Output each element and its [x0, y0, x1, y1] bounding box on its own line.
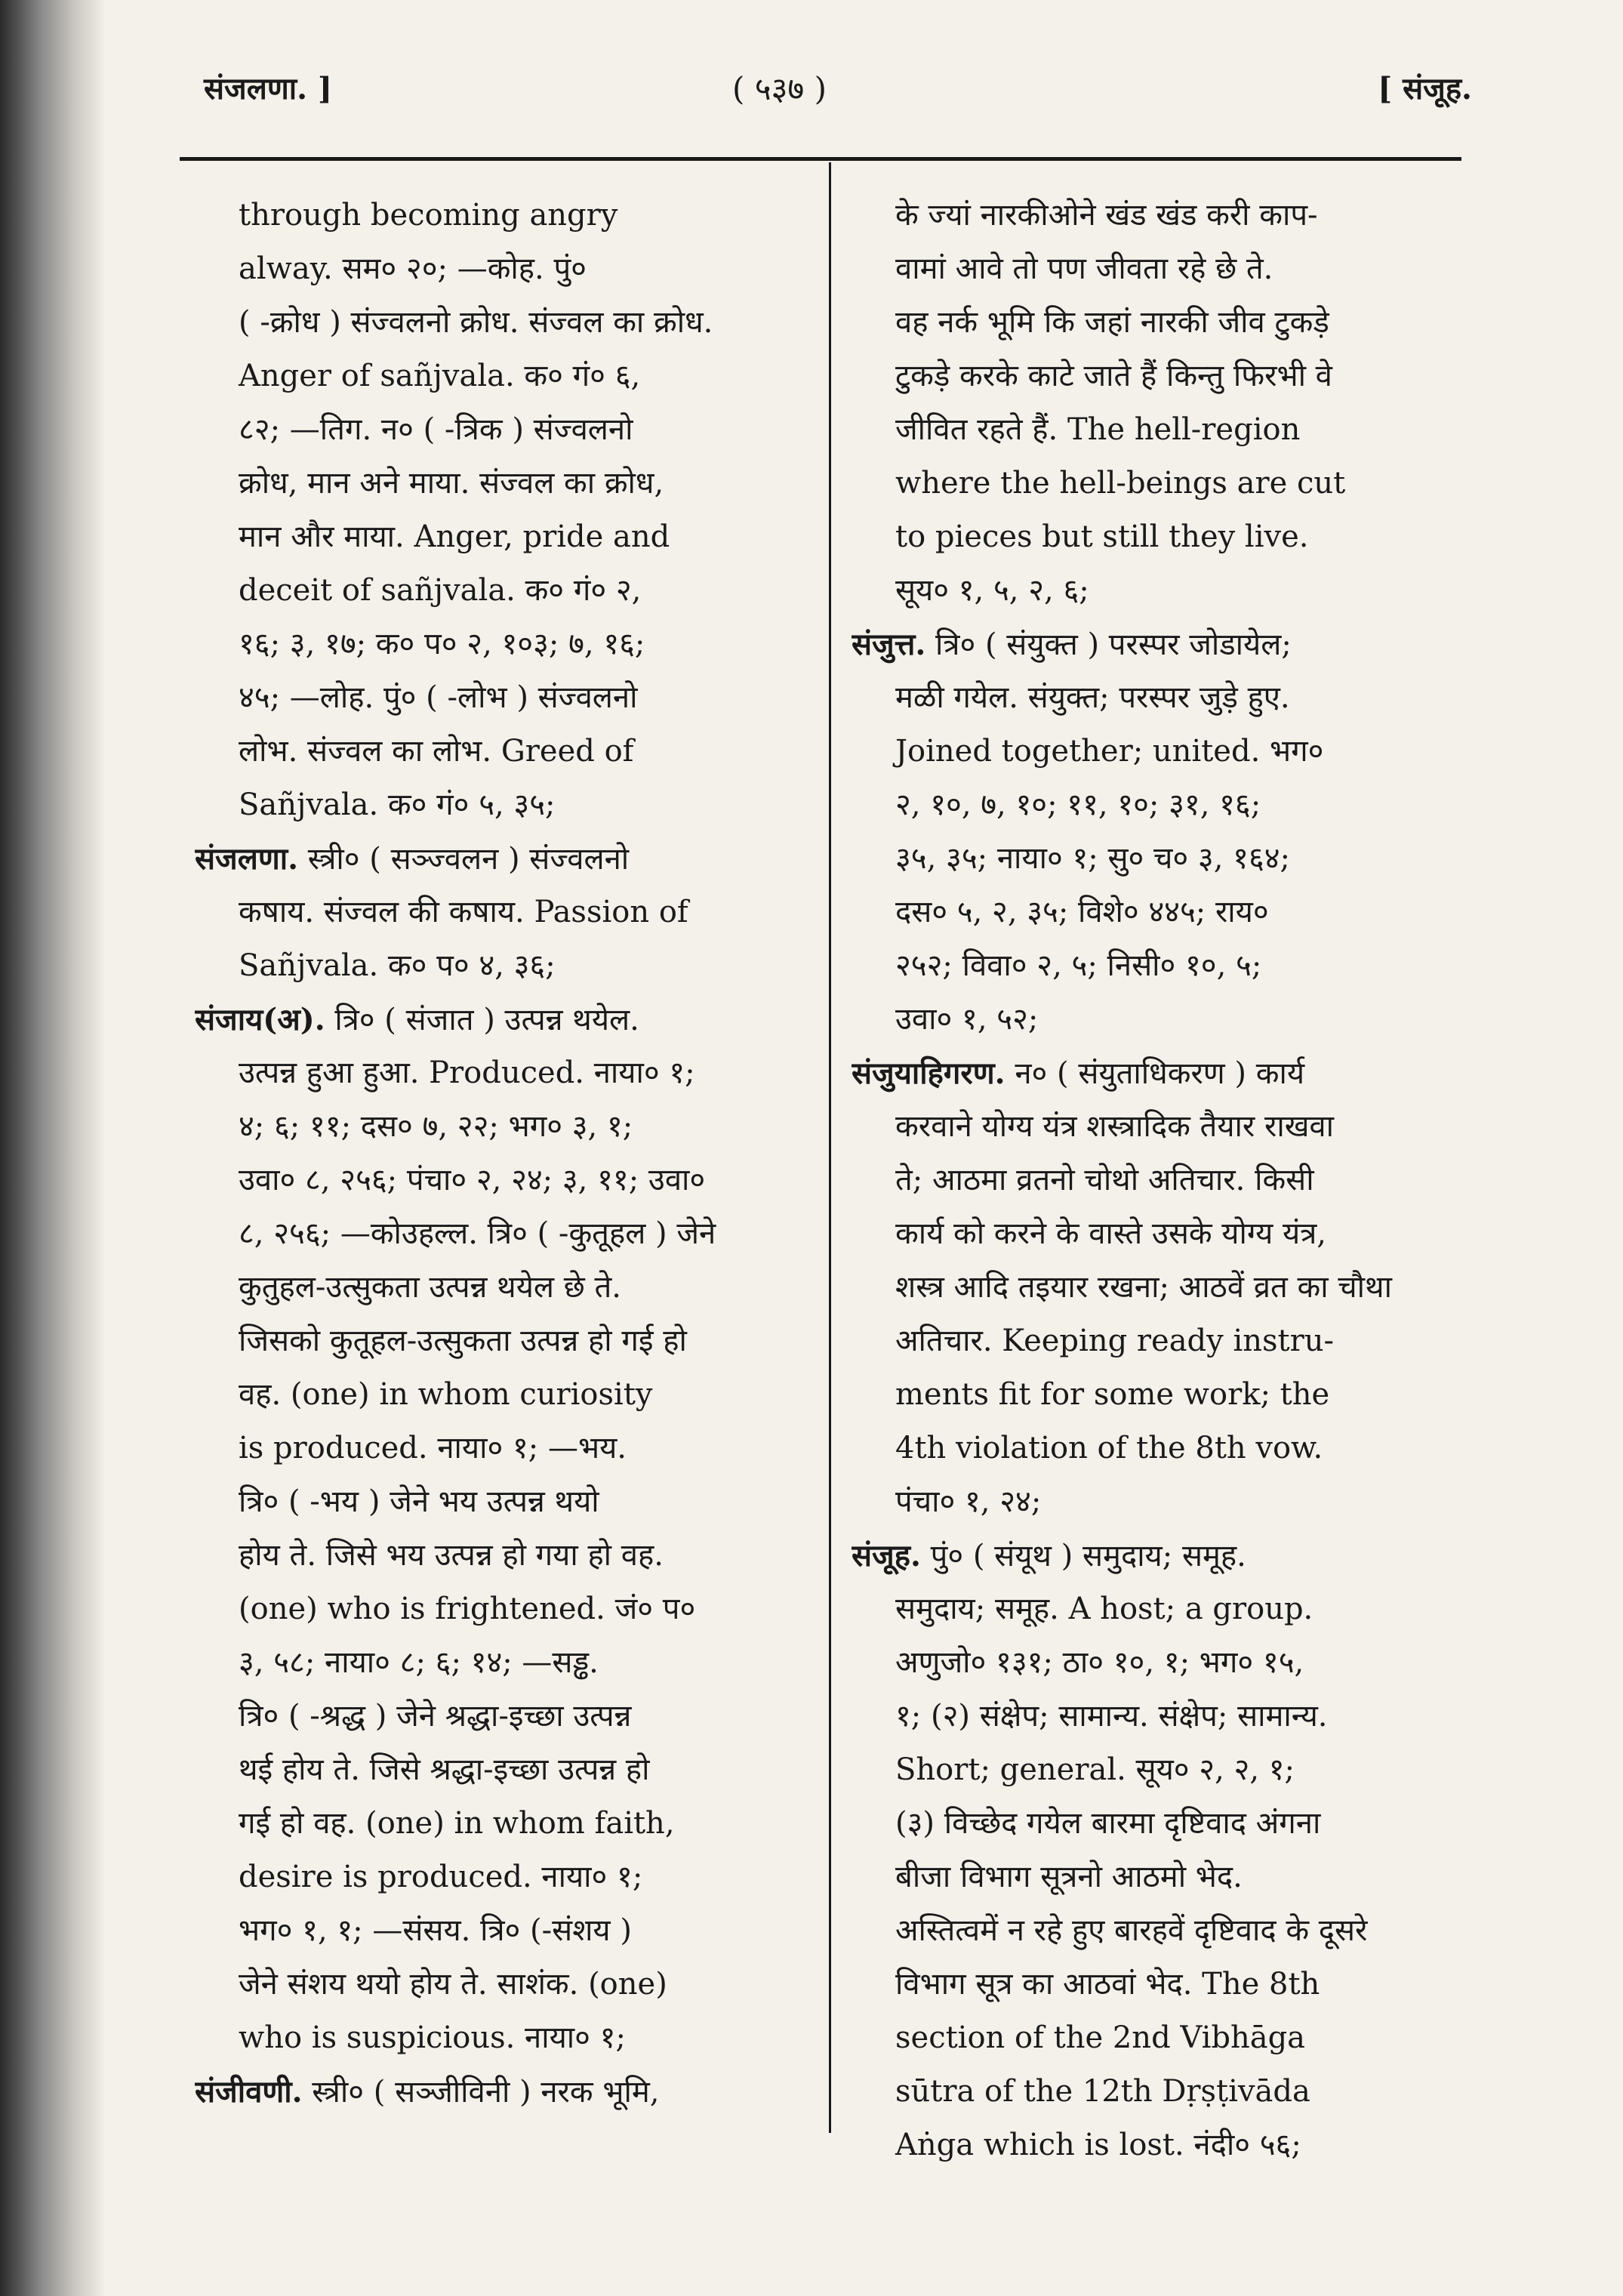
text-line: मळी गयेल. संयुक्त; परस्पर जुड़े हुए. [895, 680, 1290, 715]
entry-headword: संजलणा. [195, 841, 299, 877]
text-line: विभाग सूत्र का आठवां भेद. The 8th [895, 1967, 1320, 2002]
text-line: सूय० १, ५, २, ६; [895, 573, 1089, 608]
entry-headword-line [852, 1046, 1455, 1100]
text-line: कार्य को करने के वास्ते उसके योग्य यंत्र, [895, 1216, 1326, 1251]
text-line: उत्पन्न हुआ हुआ. Produced. नाया० १; [239, 1056, 695, 1090]
running-head-right: [ संजूह. [1378, 71, 1472, 106]
entry-definition: न० ( संयुताधिकरण ) कार्य [1005, 1056, 1305, 1091]
entry-definition: स्त्री० ( सञ्जीविनी ) नरक भूमि, [302, 2075, 660, 2110]
text-line: ( -क्रोध ) संज्वलनो क्रोध. संज्वल का क्रोध. [239, 305, 713, 340]
header-rule [180, 157, 1461, 161]
running-head-left: संजलणा. ] [204, 71, 332, 106]
text-line: टुकड़े करके काटे जाते हैं किन्तु फिरभी वे [895, 359, 1332, 393]
entry-headword: संजुयाहिगरण. [852, 1056, 1006, 1091]
text-line: अणुजो० १३१; ठा० १०, १; भग० १५, [895, 1645, 1304, 1680]
entry-headword-line [195, 832, 799, 886]
text-line: २, १०, ७, १०; ११, १०; ३१, १६; [895, 787, 1261, 822]
entry-headword: संजूह. [852, 1538, 921, 1573]
text-line: जेने संशय थयो होय ते. साशंक. (one) [239, 1967, 667, 2002]
text-line: दस० ५, २, ३५; विशे० ४४५; राय० [895, 895, 1269, 929]
entry-headword-line [852, 618, 1455, 671]
text-line: १६; ३, १७; क० प० २, १०३; ७, १६; [239, 627, 645, 661]
text-line: होय ते. जिसे भय उत्पन्न हो गया हो वह. [239, 1538, 664, 1573]
column-divider [829, 162, 831, 2133]
entry-definition: पुं० ( संयूथ ) समुदाय; समूह. [920, 1539, 1246, 1573]
text-line: ४५; —लोह. पुं० ( -लोभ ) संज्वलनो [239, 680, 638, 715]
text-line: ते; आठमा व्रतनो चोथो अतिचार. किसी [895, 1163, 1314, 1197]
text-line: sūtra of the 12th Dṛṣṭivāda [895, 2074, 1310, 2109]
text-line: through becoming angry [239, 198, 618, 233]
text-line: desire is produced. नाया० १; [239, 1860, 643, 1894]
entry-definition: त्रि० ( संजात ) उत्पन्न थयेल. [325, 1003, 639, 1037]
book-spine-shadow [0, 0, 106, 2296]
text-line: (३) विच्छेद गयेल बारमा दृष्टिवाद अंगना [895, 1806, 1321, 1841]
entry-definition: स्त्री० ( सञ्ज्वलन ) संज्वलनो [298, 842, 630, 877]
text-line: Short; general. सूय० २, २, १; [895, 1752, 1295, 1787]
text-line: अस्तित्वमें न रहे हुए बारहवें दृष्टिवाद के दूसरे [895, 1913, 1368, 1948]
text-line: भग० १, १; —संसय. त्रि० (-संशय ) [239, 1913, 632, 1948]
entry-headword-line [195, 2065, 799, 2119]
text-line: कुतुहल-उत्सुकता उत्पन्न थयेल छे ते. [239, 1270, 622, 1305]
text-line: क्रोध, मान अने माया. संज्वल का क्रोध, [239, 466, 664, 501]
text-line: Aṅga which is lost. नंदी० ५६; [895, 2128, 1301, 2162]
text-line: to pieces but still they live. [895, 519, 1309, 554]
text-line: बीजा विभाग सूत्रनो आठमो भेद. [895, 1860, 1243, 1894]
text-line: करवाने योग्य यंत्र शस्त्रादिक तैयार राखवा [895, 1109, 1335, 1144]
text-line: who is suspicious. नाया० १; [239, 2020, 626, 2055]
text-line: शस्त्र आदि तइयार रखना; आठवें व्रत का चौथा [895, 1270, 1392, 1305]
text-line: ३, ५८; नाया० ८; ६; १४; —सड्ढ. [239, 1645, 599, 1680]
text-line: २५२; विवा० २, ५; निसी० १०, ५; [895, 948, 1262, 983]
text-line: पंचा० १, २४; [895, 1484, 1042, 1519]
text-line: वामां आवे तो पण जीवता रहे छे ते. [895, 251, 1273, 286]
text-line: ८, २५६; —कोउहल्ल. त्रि० ( -कुतूहल ) जेने [239, 1216, 716, 1251]
text-line: ३५, ३५; नाया० १; सु० च० ३, १६४; [895, 841, 1291, 876]
text-line: अतिचार. Keeping ready instru- [895, 1324, 1335, 1358]
text-line: के ज्यां नारकीओने खंड खंड करी काप- [895, 198, 1318, 233]
text-line: जिसको कुतूहल-उत्सुकता उत्पन्न हो गई हो [239, 1324, 687, 1358]
entry-headword: संजीवणी. [195, 2074, 303, 2110]
text-line: मान और माया. Anger, pride and [239, 519, 670, 554]
text-line: जीवित रहते हैं. The hell-region [895, 412, 1301, 447]
text-line: Joined together; united. भग० [895, 734, 1324, 769]
text-line: (one) who is frightened. जं० प० [239, 1592, 696, 1626]
entry-headword: संजुत्त. [852, 627, 926, 662]
text-line: वह नर्क भूमि कि जहां नारकी जीव टुकड़े [895, 305, 1329, 340]
text-line: त्रि० ( -श्रद्ध ) जेने श्रद्धा-इच्छा उत्पन्न [239, 1699, 632, 1734]
text-line: थई होय ते. जिसे श्रद्धा-इच्छा उत्पन्न हो [239, 1752, 650, 1787]
entry-definition: त्रि० ( संयुक्त ) परस्पर जोडायेल; [925, 627, 1292, 662]
text-line: ments fit for some work; the [895, 1377, 1330, 1412]
text-line: alway. सम० २०; —कोह. पुं० [239, 251, 587, 286]
text-line: लोभ. संज्वल का लोभ. Greed of [239, 734, 634, 769]
text-line: Sañjvala. क० प० ४, ३६; [239, 948, 556, 983]
text-line: where the hell-beings are cut [895, 466, 1346, 501]
text-line: section of the 2nd Vibhāga [895, 2020, 1306, 2055]
running-head [189, 66, 1472, 119]
text-line: गई हो वह. (one) in whom faith, [239, 1806, 675, 1841]
left-column [195, 189, 799, 2119]
text-line: 4th violation of the 8th vow. [895, 1431, 1323, 1465]
text-line: ८२; —तिग. न० ( -त्रिक ) संज्वलनो [239, 412, 633, 447]
entry-headword-line [195, 993, 799, 1046]
text-line: Sañjvala. क० गं० ५, ३५; [239, 787, 556, 822]
text-line: उवा० ८, २५६; पंचा० २, २४; ३, ११; उवा० [239, 1163, 706, 1197]
text-line: deceit of sañjvala. क० गं० २, [239, 573, 642, 608]
text-line: त्रि० ( -भय ) जेने भय उत्पन्न थयो [239, 1484, 599, 1519]
text-line: १; (२) संक्षेप; सामान्य. संक्षेप; सामान्य. [895, 1699, 1328, 1734]
text-line: समुदाय; समूह. A host; a group. [895, 1592, 1313, 1626]
text-line: वह. (one) in whom curiosity [239, 1377, 653, 1412]
entry-headword: संजाय(अ). [195, 1002, 325, 1037]
text-line: ४; ६; ११; दस० ७, २२; भग० ३, १; [239, 1109, 633, 1144]
page-number: ( ५३७ ) [732, 70, 827, 107]
entry-headword-line [852, 1529, 1455, 1583]
right-column [852, 189, 1455, 2172]
text-line: कषाय. संज्वल की कषाय. Passion of [239, 895, 688, 929]
text-line: Anger of sañjvala. क० गं० ६, [239, 359, 641, 393]
text-line: is produced. नाया० १; —भय. [239, 1431, 627, 1465]
text-line: उवा० १, ५२; [895, 1002, 1039, 1037]
